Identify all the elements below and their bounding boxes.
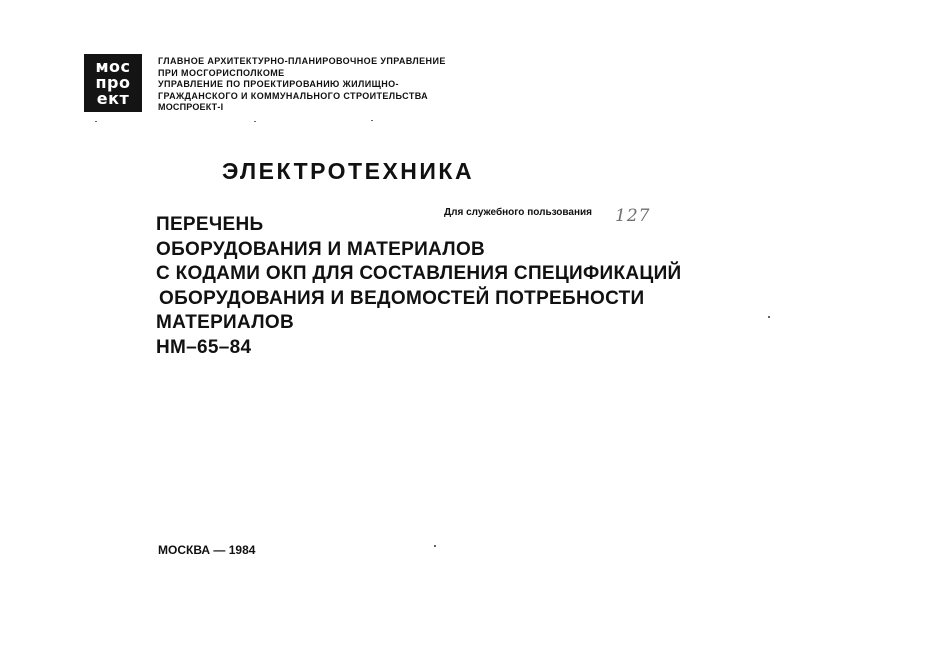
scan-speck (371, 120, 373, 121)
organization-line-2: ПРИ МОСГОРИСПОЛКОМЕ (158, 67, 285, 78)
organization-line-5: МОСПРОЕКТ-I (158, 102, 224, 112)
title-line-5: МАТЕРИАЛОВ (156, 312, 294, 333)
organization-line-4: ГРАЖДАНСКОГО И КОММУНАЛЬНОГО СТРОИТЕЛЬСТВА (158, 90, 429, 101)
title-line-3: С КОДАМИ ОКП ДЛЯ СОСТАВЛЕНИЯ СПЕЦИФИКАЦИЙ (156, 263, 682, 284)
document-code: НМ–65–84 (156, 336, 252, 358)
organization-line-3: УПРАВЛЕНИЕ ПО ПРОЕКТИРОВАНИЮ ЖИЛИЩНО- (158, 79, 399, 89)
scan-speck (434, 545, 436, 547)
scan-speck (768, 316, 770, 318)
title-line-1: ПЕРЕЧЕНЬ (156, 214, 264, 235)
city-year: МОСКВА — 1984 (158, 543, 256, 557)
logo-line-3: ект (96, 89, 130, 108)
title-line-4: ОБОРУДОВАНИЯ И ВЕДОМОСТЕЙ ПОТРЕБНОСТИ (159, 287, 645, 309)
scan-speck (95, 121, 97, 122)
handwritten-copy-number: 127 (615, 206, 651, 226)
document-title (156, 213, 682, 360)
logo-line-2: про (95, 73, 131, 92)
logo-line-1: мос (95, 57, 131, 76)
section-title: ЭЛЕКТРОТЕХНИКА (222, 158, 475, 184)
mosproekt-logo (84, 54, 142, 112)
title-line-2: ОБОРУДОВАНИЯ И МАТЕРИАЛОВ (156, 238, 486, 260)
scan-speck (254, 121, 256, 122)
organization-line-1: ГЛАВНОЕ АРХИТЕКТУРНО-ПЛАНИРОВОЧНОЕ УПРАВЛЕНИЕ (158, 56, 446, 66)
restricted-use-label: Для служебного пользования (444, 207, 593, 218)
organization-header (158, 56, 446, 114)
